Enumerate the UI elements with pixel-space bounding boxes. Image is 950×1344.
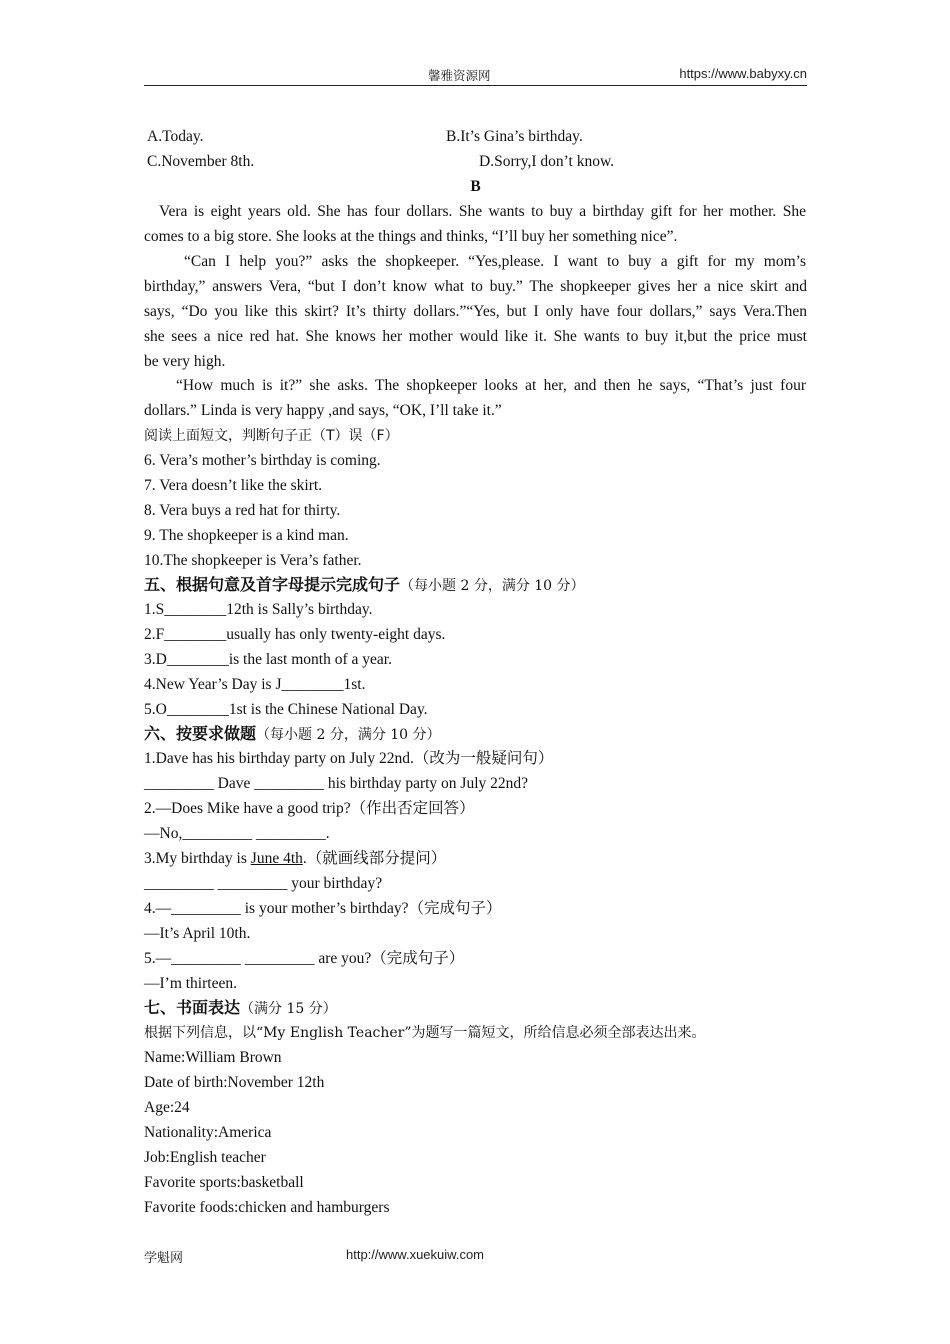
- question-text: 3.My birthday is: [144, 850, 251, 867]
- underlined-phrase: June 4th: [250, 850, 303, 867]
- tf-question: 8. Vera buys a red hat for thirty.: [144, 502, 341, 519]
- passage-line: dollars.” Linda is very happy ,and says, “OK, I’ll take it.”: [144, 402, 502, 419]
- section-6-heading: [144, 724, 807, 745]
- info-line: Age:24: [144, 1099, 190, 1116]
- footer-site-name: 学魁网: [144, 1251, 184, 1266]
- fill-question: 5.O________1st is the Chinese National Day.: [144, 701, 428, 718]
- tf-question: 9. The shopkeeper is a kind man.: [144, 527, 349, 544]
- passage-line: birthday,” answers Vera, “but I don’t know what to buy.” The shopkeeper gives her a nice skirt and: [144, 278, 807, 295]
- task-answer-line: —It’s April 10th.: [144, 925, 251, 942]
- info-line: Date of birth:November 12th: [144, 1074, 325, 1091]
- task-answer-line: —I’m thirteen.: [144, 975, 237, 992]
- passage-line: “Can I help you?” asks the shopkeeper. “Yes,please. I want to buy a gift for my mom’s: [184, 253, 806, 270]
- info-line: Favorite foods:chicken and hamburgers: [144, 1199, 390, 1216]
- task-question: [144, 849, 807, 869]
- task-answer-line: —No,_________ _________.: [144, 825, 330, 842]
- section-title: 六、按要求做题: [144, 724, 257, 743]
- section-note: （每小题 2 分，满分 10 分）: [400, 578, 585, 594]
- header-site-name: 馨雅资源网: [428, 68, 491, 83]
- fill-question: 1.S________12th is Sally’s birthday.: [144, 601, 373, 618]
- section-5-heading: [144, 575, 807, 596]
- passage-line: Vera is eight years old. She has four dollars. She wants to buy a birthday gift for her mother. She: [159, 203, 806, 220]
- section-note: （满分 15 分）: [240, 1001, 337, 1017]
- page-header: [144, 66, 807, 86]
- passage-line: says, “Do you like this skirt? It’s thirty dollars.”“Yes, but I only have four dollars,” says Vera.Then: [144, 303, 807, 320]
- task-answer-line: _________ Dave _________ his birthday party on July 22nd?: [144, 775, 529, 792]
- option-c: C.November 8th.: [147, 153, 255, 170]
- tf-question: 6. Vera’s mother’s birthday is coming.: [144, 452, 381, 469]
- tf-instruction: 阅读上面短文，判断句子正（T）误（F）: [144, 428, 399, 444]
- section-title: 七、书面表达: [144, 998, 241, 1017]
- fill-question: 2.F________usually has only twenty-eight days.: [144, 626, 446, 643]
- info-line: Name:William Brown: [144, 1049, 282, 1066]
- task-question: 2.—Does Mike have a good trip?（作出否定回答）: [144, 800, 475, 817]
- header-url[interactable]: https://www.babyxy.cn: [679, 66, 807, 81]
- writing-instruction: 根据下列信息，以“My English Teacher”为题写一篇短文，所给信息必须全部表达出来。: [144, 1025, 706, 1041]
- tf-question: 10.The shopkeeper is Vera’s father.: [144, 552, 362, 569]
- footer-url[interactable]: http://www.xuekuiw.com: [346, 1247, 484, 1262]
- fill-question: 4.New Year’s Day is J________1st.: [144, 676, 366, 693]
- info-line: Job:English teacher: [144, 1149, 266, 1166]
- task-question: 1.Dave has his birthday party on July 22nd.（改为一般疑问句）: [144, 750, 554, 767]
- task-question: 5.—_________ _________ are you?（完成句子）: [144, 950, 465, 967]
- passage-label: B: [470, 178, 481, 195]
- section-note: （每小题 2 分，满分 10 分）: [256, 727, 441, 743]
- section-7-heading: [144, 998, 807, 1019]
- section-title: 五、根据句意及首字母提示完成句子: [144, 575, 401, 594]
- option-a: A.Today.: [147, 128, 204, 145]
- passage-line: be very high.: [144, 353, 226, 370]
- question-text: .（就画线部分提问）: [302, 850, 447, 867]
- option-d: D.Sorry,I don’t know.: [479, 153, 615, 170]
- task-answer-line: _________ _________ your birthday?: [144, 875, 383, 892]
- task-question: 4.—_________ is your mother’s birthday?（完成句子）: [144, 900, 502, 917]
- option-b: B.It’s Gina’s birthday.: [446, 128, 583, 145]
- info-line: Nationality:America: [144, 1124, 272, 1141]
- passage-line: comes to a big store. She looks at the things and thinks, “I’ll buy her something nice”.: [144, 228, 678, 245]
- passage-line: she sees a nice red hat. She knows her mother would like it. She wants to buy it,but the price must: [144, 328, 807, 345]
- info-line: Favorite sports:basketball: [144, 1174, 304, 1191]
- tf-question: 7. Vera doesn’t like the skirt.: [144, 477, 323, 494]
- passage-line: “How much is it?” she asks. The shopkeeper looks at her, and then he says, “That’s just four: [176, 377, 806, 394]
- fill-question: 3.D________is the last month of a year.: [144, 651, 392, 668]
